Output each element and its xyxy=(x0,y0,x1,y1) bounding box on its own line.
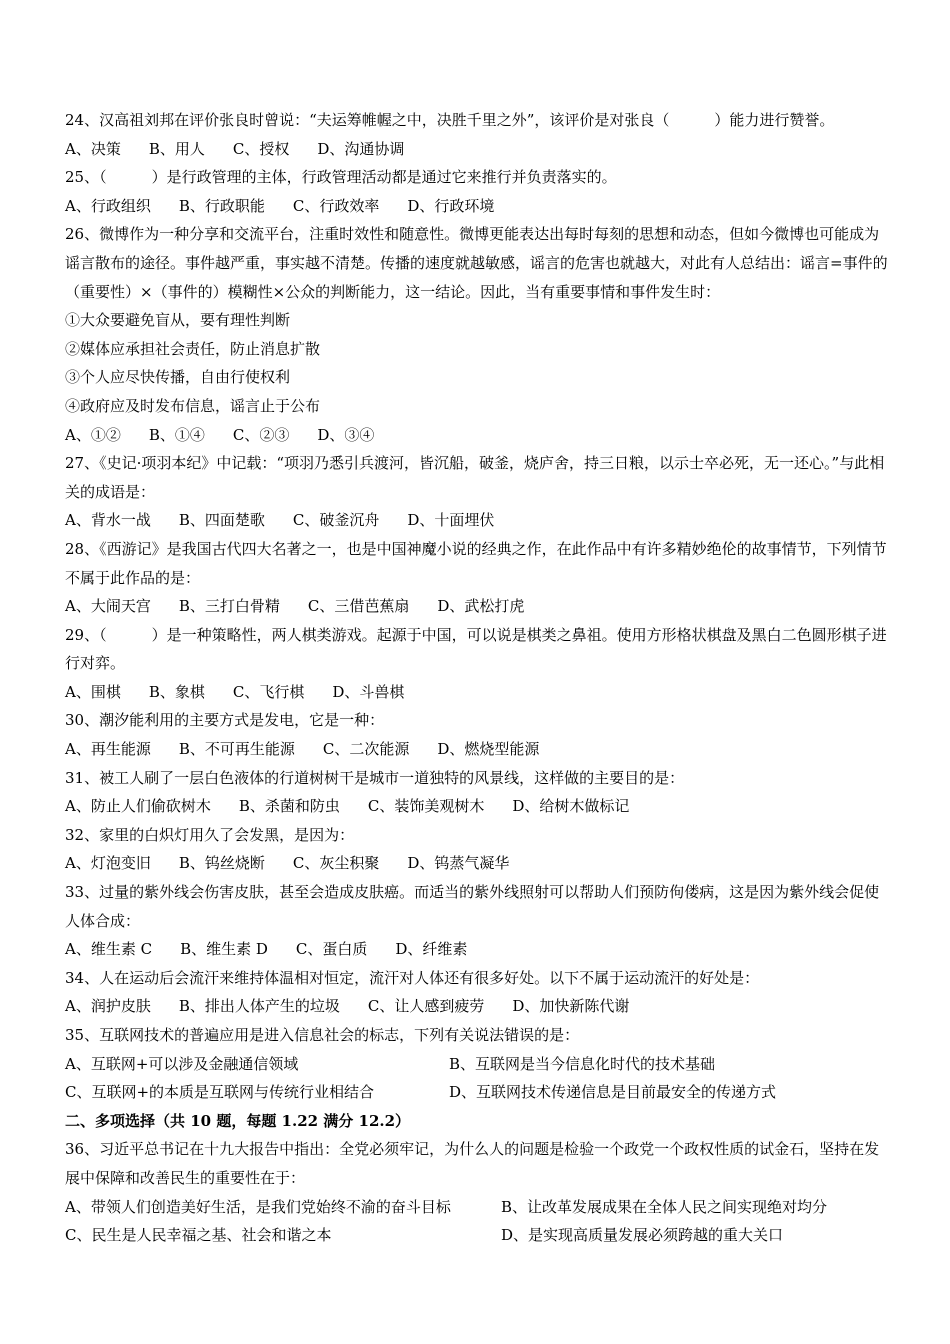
question-30-options xyxy=(65,735,893,764)
option-a: A、灯泡变旧 xyxy=(65,854,151,873)
option-c: C、破釜沉舟 xyxy=(292,511,380,530)
option-b: B、让改革发展成果在全体人民之间实现绝对均分 xyxy=(501,1197,828,1216)
option-a: A、行政组织 xyxy=(65,196,151,215)
option-c: C、民生是人民幸福之基、社会和谐之本 xyxy=(65,1226,332,1245)
question-33-options xyxy=(65,935,893,964)
option-c: C、灰尘积聚 xyxy=(292,854,380,873)
option-d: D、互联网技术传递信息是目前最安全的传递方式 xyxy=(449,1083,777,1102)
option-b: B、维生素 D xyxy=(180,940,268,959)
option-a: A、①② xyxy=(65,425,121,444)
option-a: A、带领人们创造美好生活，是我们党始终不渝的奋斗目标 xyxy=(65,1197,451,1216)
option-a: A、再生能源 xyxy=(65,740,151,759)
option-b: B、象棋 xyxy=(148,682,205,701)
question-28-options xyxy=(65,592,893,621)
question-24-options xyxy=(65,135,893,164)
question-27-stem: 27、《史记·项羽本纪》中记载：“项羽乃悉引兵渡河，皆沉船，破釜，烧庐舍，持三日粮，以示士卒必死，无一还心。”与此相关的成语是： xyxy=(65,454,885,501)
question-35-options-row-2 xyxy=(65,1078,893,1107)
exam-page xyxy=(65,106,893,1250)
question-34-stem: 34、人在运动后会流汗来维持体温相对恒定，流汗对人体还有很多好处。以下不属于运动流汗的好处是： xyxy=(65,968,760,987)
option-c: C、②③ xyxy=(232,425,290,444)
option-d: D、是实现高质量发展必须跨越的重大关口 xyxy=(501,1226,784,1245)
option-b: B、用人 xyxy=(148,139,205,158)
question-24-stem: 24、汉高祖刘邦在评价张良时曾说：“夫运筹帷幄之中，决胜千里之外”，该评价是对张良（ ）能力进行赞誉。 xyxy=(65,111,835,129)
question-26-options xyxy=(65,421,893,450)
statement-2: ②媒体应承担社会责任，防止消息扩散 xyxy=(65,339,321,358)
question-25-options xyxy=(65,192,893,221)
option-b: B、三打白骨精 xyxy=(178,597,280,616)
question-35-options-row-1 xyxy=(65,1050,893,1079)
question-32-stem: 32、家里的白炽灯用久了会发黑，是因为： xyxy=(65,825,355,844)
option-d: D、纤维素 xyxy=(395,940,468,959)
option-c: C、装饰美观树木 xyxy=(367,797,485,816)
question-30-stem: 30、潮汐能利用的主要方式是发电，它是一种： xyxy=(65,711,385,730)
option-d: D、加快新陈代谢 xyxy=(512,997,630,1016)
question-34-options xyxy=(65,992,893,1021)
statement-3: ③个人应尽快传播，自由行使权利 xyxy=(65,368,291,387)
option-d: D、钨蒸气凝华 xyxy=(407,854,510,873)
option-d: D、③④ xyxy=(317,425,375,444)
option-c: C、三借芭蕉扇 xyxy=(307,597,410,616)
option-d: D、燃烧型能源 xyxy=(437,740,540,759)
option-a: A、大闹天宫 xyxy=(65,597,151,616)
option-a: A、互联网+可以涉及金融通信领域 xyxy=(65,1054,299,1073)
question-26-stem: 26、微博作为一种分享和交流平台，注重时效性和随意性。微博更能表达出每时每刻的思想和动态，但如今微博也可能成为谣言散布的途径。事件越严重，事实越不清楚。传播的速度就越敏感，谣言的危害也就越大，对此有人总结出：谣言=事件的（重要性）×（事件的）模糊性×公众的判断能力，这一结论。因此，当有重要事情和事件发生时： xyxy=(65,225,888,301)
question-31-stem: 31、被工人刷了一层白色液体的行道树树干是城市一道独特的风景线，这样做的主要目的是： xyxy=(65,768,685,787)
option-b: B、排出人体产生的垃圾 xyxy=(178,997,340,1016)
option-d: D、十面埋伏 xyxy=(407,511,495,530)
statement-1: ①大众要避免盲从，要有理性判断 xyxy=(65,311,291,330)
option-c: C、行政效率 xyxy=(292,196,380,215)
option-a: A、决策 xyxy=(65,139,121,158)
option-a: A、背水一战 xyxy=(65,511,151,530)
question-28-stem: 28、《西游记》是我国古代四大名著之一，也是中国神魔小说的经典之作，在此作品中有许多精妙绝伦的故事情节，下列情节不属于此作品的是： xyxy=(65,539,887,587)
option-d: D、武松打虎 xyxy=(437,597,525,616)
option-c: C、让人感到疲劳 xyxy=(367,997,485,1016)
section-title: 二、多项选择（共 10 题，每题 1.22 满分 12.2） xyxy=(65,1111,411,1130)
option-a: A、围棋 xyxy=(65,682,121,701)
question-36-options-row-2 xyxy=(65,1221,893,1250)
question-35-stem: 35、互联网技术的普遍应用是进入信息社会的标志，下列有关说法错误的是： xyxy=(65,1026,580,1044)
statement-4: ④政府应及时发布信息，谣言止于公布 xyxy=(65,396,321,415)
question-33-stem: 33、过量的紫外线会伤害皮肤，甚至会造成皮肤癌。而适当的紫外线照射可以帮助人们预防佝偻病，这是因为紫外线会促使人体合成： xyxy=(65,883,880,930)
option-c: C、飞行棋 xyxy=(232,682,305,701)
option-c: C、授权 xyxy=(232,139,290,158)
question-36-stem: 36、习近平总书记在十九大报告中指出：全党必须牢记，为什么人的问题是检验一个政党一个政权性质的试金石，坚持在发展中保障和改善民生的重要性在于： xyxy=(65,1140,880,1187)
option-c: C、二次能源 xyxy=(322,740,410,759)
question-25-stem: 25、（ ）是行政管理的主体，行政管理活动都是通过它来推行并负责落实的。 xyxy=(65,168,617,187)
option-b: B、四面楚歌 xyxy=(178,511,265,530)
option-c: C、互联网+的本质是互联网与传统行业相结合 xyxy=(65,1083,375,1102)
option-c: C、蛋白质 xyxy=(295,940,368,959)
option-a: A、润护皮肤 xyxy=(65,997,151,1016)
question-29-stem: 29、（ ）是一种策略性，两人棋类游戏。起源于中国，可以说是棋类之鼻祖。使用方形格状棋盘及黑白二色圆形棋子进行对弈。 xyxy=(65,625,887,673)
option-d: D、给树木做标记 xyxy=(512,797,630,816)
option-d: D、沟通协调 xyxy=(317,139,405,158)
option-b: B、钨丝烧断 xyxy=(178,854,265,873)
question-29-options xyxy=(65,678,893,707)
question-27-options xyxy=(65,506,893,535)
question-36-options-row-1 xyxy=(65,1193,893,1222)
option-a: A、维生素 C xyxy=(65,940,153,959)
question-32-options xyxy=(65,849,893,878)
option-a: A、防止人们偷砍树木 xyxy=(65,797,211,816)
option-b: B、①④ xyxy=(148,425,205,444)
option-d: D、行政环境 xyxy=(407,196,495,215)
question-31-options xyxy=(65,792,893,821)
option-d: D、斗兽棋 xyxy=(332,682,405,701)
option-b: B、杀菌和防虫 xyxy=(238,797,340,816)
option-b: B、互联网是当今信息化时代的技术基础 xyxy=(449,1054,716,1073)
option-b: B、不可再生能源 xyxy=(178,740,295,759)
option-b: B、行政职能 xyxy=(178,196,265,215)
